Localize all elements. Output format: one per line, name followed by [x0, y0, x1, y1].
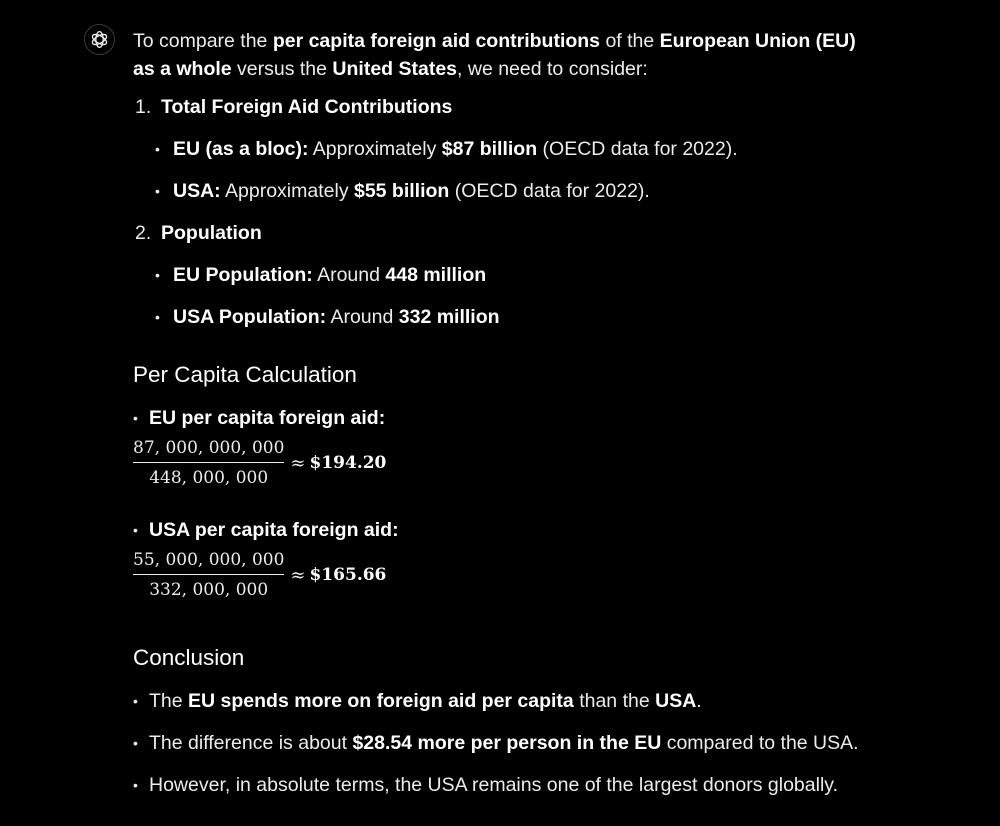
bullet-bold: USA [655, 690, 697, 712]
bullet-label: EU (as a bloc): [173, 138, 309, 160]
bullet-label: USA per capita foreign aid: [149, 519, 399, 541]
approx-symbol: ≈ [290, 452, 306, 474]
bullet-dot-icon: • [133, 693, 138, 709]
intro-bold: per capita foreign aid contributions [272, 30, 601, 52]
bullet-dot-icon: • [155, 267, 160, 283]
usa-numerator: 55, 000, 000, 000 [133, 550, 285, 570]
usa-denominator: 332, 000, 000 [149, 580, 269, 600]
conclusion-bullet-1 [133, 687, 953, 715]
bullet-eu-population [133, 261, 953, 289]
intro-paragraph [133, 27, 953, 83]
list-item-total-aid [133, 93, 953, 121]
bullet-text: Approximately [220, 180, 354, 202]
bullet-label: EU Population: [173, 264, 313, 286]
intro-bold: European Union (EU) [659, 30, 856, 52]
eu-fraction [133, 437, 284, 489]
bullet-value: 332 million [398, 306, 500, 328]
bullet-value: $55 billion [353, 180, 450, 202]
intro-text: To compare the [133, 30, 273, 52]
conclusion-bullet-2 [133, 729, 953, 757]
list-item-population [133, 219, 953, 247]
bullet-label: USA Population: [173, 306, 327, 328]
intro-bold: United States [332, 58, 458, 80]
intro-text: , we need to consider: [457, 58, 648, 80]
intro-text: of the [600, 30, 660, 52]
conclusion-heading: Conclusion [133, 645, 245, 670]
calc-heading: Per Capita Calculation [133, 362, 357, 387]
list-number: 1. [135, 96, 152, 118]
usa-formula [133, 544, 953, 606]
list-item-title: Total Foreign Aid Contributions [161, 96, 453, 118]
bullet-dot-icon: • [133, 735, 138, 751]
bullet-dot-icon: • [133, 777, 138, 793]
list-item-title: Population [161, 222, 262, 244]
intro-text: versus the [231, 58, 333, 80]
usa-result: $165.66 [309, 565, 387, 585]
approx-symbol: ≈ [290, 564, 306, 586]
bullet-text: compared to the USA. [661, 732, 859, 754]
bullet-value: $87 billion [441, 138, 538, 160]
bullet-text: The difference is about [149, 732, 353, 754]
bullet-eu-aid [133, 135, 953, 163]
bullet-text: (OECD data for 2022). [449, 180, 650, 202]
eu-denominator: 448, 000, 000 [149, 468, 269, 488]
bullet-text: The [149, 690, 189, 712]
bullet-eu-per-capita [133, 404, 953, 432]
bullet-bold: $28.54 more per person in the EU [352, 732, 662, 754]
bullet-value: 448 million [385, 264, 487, 286]
bullet-dot-icon: • [155, 183, 160, 199]
eu-formula [133, 432, 953, 494]
conclusion-bullet-3 [133, 771, 953, 799]
assistant-message [133, 27, 953, 799]
openai-logo-icon [89, 29, 110, 50]
bullet-usa-population [133, 303, 953, 331]
bullet-label: USA: [173, 180, 221, 202]
bullet-text: (OECD data for 2022). [537, 138, 738, 160]
bullet-text: . [696, 690, 702, 712]
bullet-dot-icon: • [133, 410, 138, 426]
bullet-dot-icon: • [133, 522, 138, 538]
bullet-bold: EU spends more on foreign aid per capita [188, 690, 574, 712]
list-number: 2. [135, 222, 152, 244]
bullet-text: Around [326, 306, 399, 328]
eu-numerator: 87, 000, 000, 000 [133, 438, 285, 458]
bullet-dot-icon: • [155, 309, 160, 325]
bullet-label: EU per capita foreign aid: [149, 407, 386, 429]
bullet-text: However, in absolute terms, the USA remains one of the largest donors globally. [149, 774, 839, 796]
bullet-usa-per-capita [133, 516, 953, 544]
intro-bold: as a whole [133, 58, 232, 80]
bullet-text: Approximately [308, 138, 442, 160]
bullet-text: Around [312, 264, 386, 286]
assistant-avatar [84, 24, 115, 55]
bullet-dot-icon: • [155, 141, 160, 157]
bullet-text: than the [573, 690, 656, 712]
eu-result: $194.20 [309, 453, 387, 473]
usa-fraction [133, 549, 284, 601]
bullet-usa-aid [133, 177, 953, 205]
